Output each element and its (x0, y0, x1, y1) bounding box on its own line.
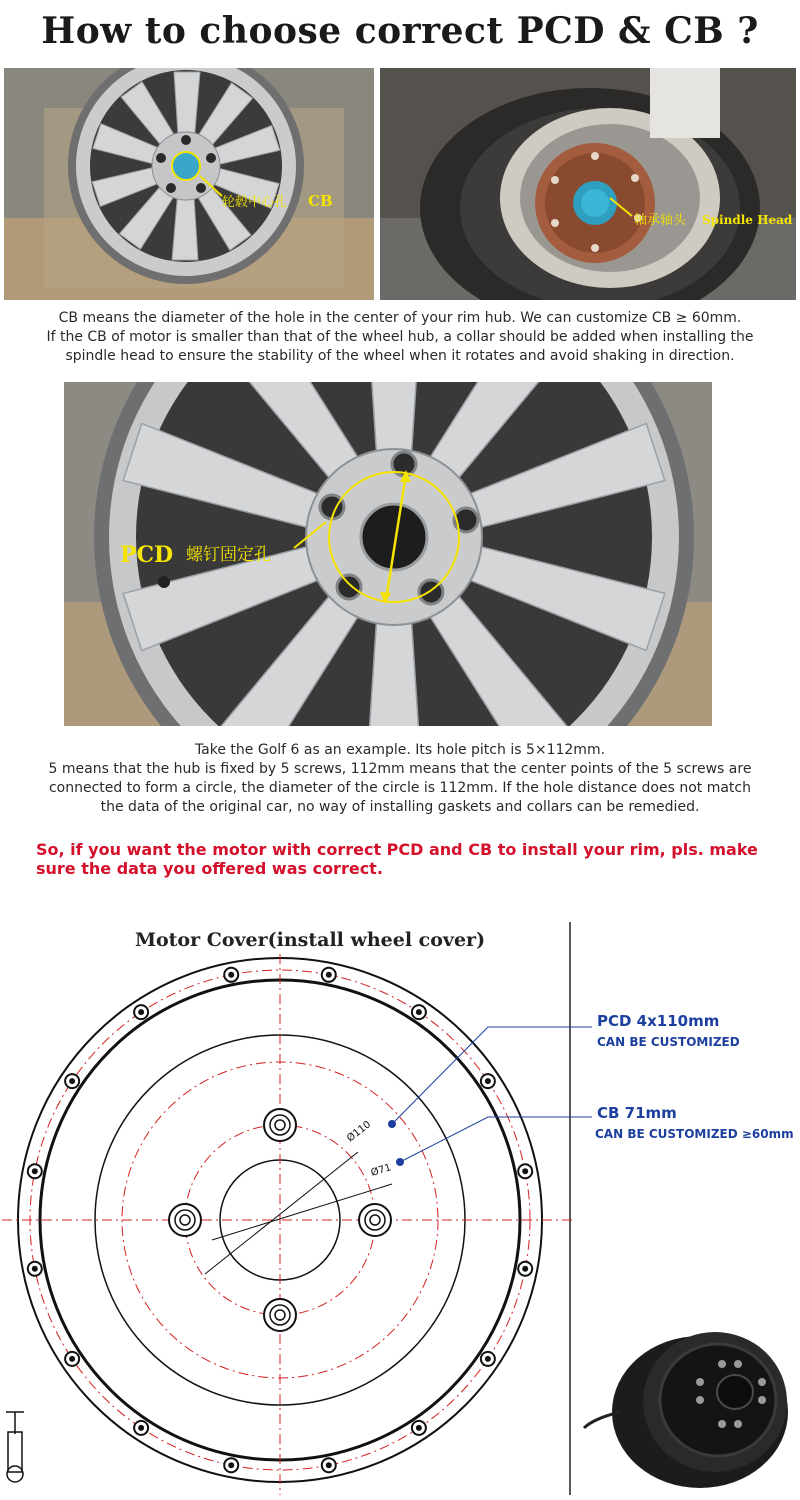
pcd-caption-line: Take the Golf 6 as an example. Its hole pitch is 5×112mm. (194, 742, 606, 758)
rim-hole (28, 1262, 42, 1276)
spindle-label-cn: 轴承轴头 (634, 213, 687, 228)
cb-caption-line: spindle head to ensure the stability of the wheel when it rotates and avoid shaking in direction. (65, 348, 735, 364)
rim-hole (134, 1005, 148, 1019)
rim-hole (65, 1352, 79, 1366)
rim-hole (518, 1262, 532, 1276)
pcd-caption-line: connected to form a circle, the diameter of the circle is 112mm. If the hole distance does not match (48, 780, 751, 796)
wheel-cb-photo (4, 68, 374, 300)
rim-hole (322, 1458, 336, 1472)
rim-hole (224, 968, 238, 982)
pcd-caption-line: 5 means that the hub is fixed by 5 screws, 112mm means that the center points of the 5 screws are (48, 761, 752, 777)
cb-label-cn: 轮毂中心孔 (222, 195, 288, 210)
rim-hole (322, 968, 336, 982)
spindle-label-en: Spindle Head (702, 213, 793, 227)
dim-pcd-label: Ø110 (345, 1119, 374, 1145)
cb-label-en: CB (308, 192, 333, 210)
cb-explanation (0, 309, 800, 366)
rim-hole (224, 1458, 238, 1472)
bolt-right (359, 1204, 391, 1236)
cb-spec-title: CB 71mm (597, 1104, 677, 1122)
cb-spec-sub: CAN BE CUSTOMIZED ≥60mm (595, 1127, 794, 1141)
rim-hole (481, 1352, 495, 1366)
drawing-heading: Motor Cover(install wheel cover) (134, 929, 486, 951)
rim-hole (518, 1164, 532, 1178)
pcd-spec-title: PCD 4x110mm (597, 1012, 720, 1030)
rim-hole (412, 1421, 426, 1435)
pcd-label-en: PCD (120, 542, 174, 568)
bolt-left (169, 1204, 201, 1236)
bolt-top (264, 1109, 296, 1141)
pcd-spec-sub: CAN BE CUSTOMIZED (597, 1035, 740, 1049)
section-marker (6, 1412, 24, 1482)
page-title: How to choose correct PCD & CB ? (41, 10, 759, 52)
rim-hole (481, 1074, 495, 1088)
rim-hole (134, 1421, 148, 1435)
wheel-pcd-photo (64, 382, 712, 726)
warning-line: sure the data you offered was correct. (36, 859, 383, 878)
warning-note (36, 840, 776, 878)
pcd-explanation (0, 741, 800, 817)
warning-line: So, if you want the motor with correct PCD and CB to install your rim, pls. make (36, 840, 758, 859)
rim-hole (412, 1005, 426, 1019)
rim-hole (28, 1164, 42, 1178)
cb-caption-line: CB means the diameter of the hole in the center of your rim hub. We can customize CB ≥ 60mm. (58, 310, 742, 326)
bolt-bottom (264, 1299, 296, 1331)
pcd-caption-line: the data of the original car, no way of installing gaskets and collars can be remedied. (100, 799, 700, 815)
motor-photo (584, 1332, 788, 1488)
spindle-head-photo (380, 68, 796, 300)
motor-cover-drawing (0, 912, 800, 1495)
rim-hole (65, 1074, 79, 1088)
cb-caption-line: If the CB of motor is smaller than that of the wheel hub, a collar should be added when installing the (46, 329, 754, 345)
pcd-label-cn: 螺钉固定孔 (186, 545, 271, 565)
dim-cb-label: Ø71 (369, 1162, 393, 1179)
